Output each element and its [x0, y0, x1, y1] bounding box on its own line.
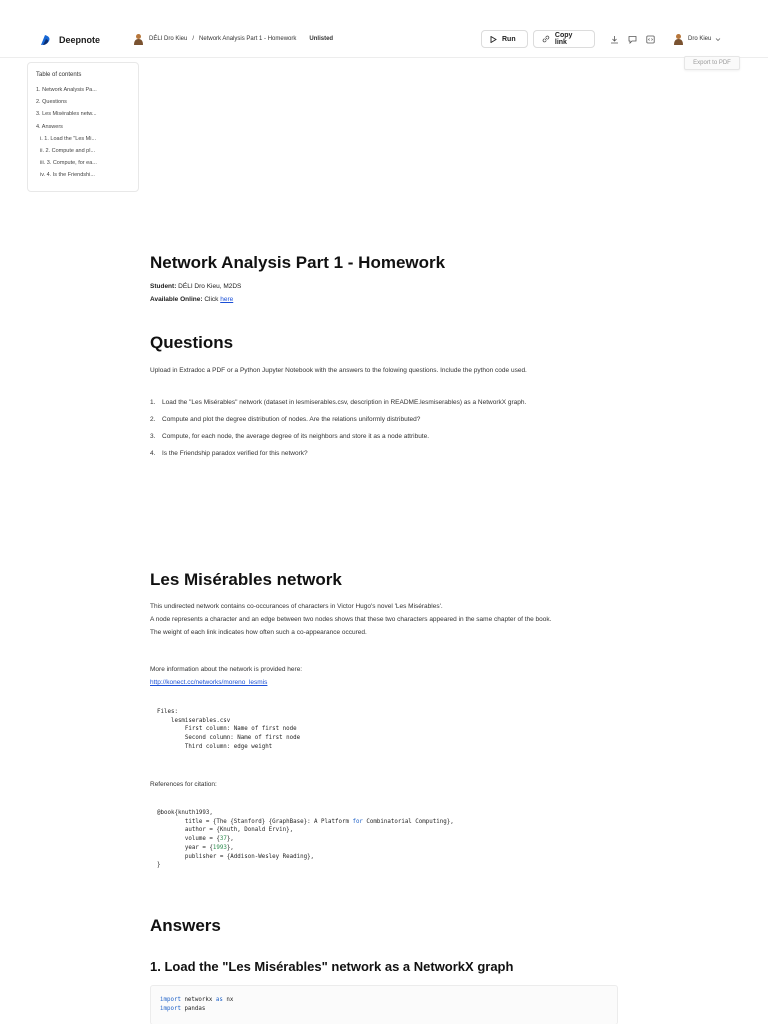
- run-button-label: Run: [502, 35, 516, 43]
- online-text: Click: [204, 296, 219, 303]
- toc-item-answer-2[interactable]: ii. 2. Compute and pl...: [40, 148, 96, 155]
- code-line: networkx: [180, 997, 216, 1003]
- list-item-number: 2.: [150, 416, 156, 423]
- breadcrumb-separator: /: [192, 36, 195, 42]
- code-line: nx: [222, 997, 234, 1003]
- list-item-text: Is the Friendship paradox verified for this network?: [162, 450, 308, 457]
- breadcrumb: [133, 33, 333, 45]
- student-line: [150, 283, 241, 290]
- list-item-number: 1.: [150, 399, 156, 406]
- code-keyword: for: [352, 818, 363, 825]
- embed-button[interactable]: [645, 34, 655, 44]
- files-code-block: [157, 708, 300, 752]
- copy-link-label: Copy link: [554, 32, 573, 46]
- comments-button[interactable]: [627, 34, 637, 44]
- download-button[interactable]: [609, 34, 619, 44]
- list-item: [150, 431, 620, 443]
- toc-title: Table of contents: [36, 72, 82, 78]
- code-keyword: import: [160, 1005, 181, 1012]
- network-heading: Les Misérables network: [150, 570, 342, 589]
- online-label: Available Online:: [150, 296, 203, 303]
- list-item-text: Compute, for each node, the average degree of its neighbors and store it as a node attribute.: [162, 433, 430, 440]
- questions-list: [150, 397, 620, 465]
- network-paragraph-3: The weight of each link indicates how often such a co-appearance occured.: [150, 629, 367, 636]
- code-number: 1993: [212, 844, 227, 851]
- answer-1-heading: 1. Load the "Les Misérables" network as a NetworkX graph: [150, 959, 514, 974]
- code-cell[interactable]: [150, 985, 618, 1024]
- code-line: Combinatorial Computing},: [362, 818, 454, 825]
- toc-item-network-analysis[interactable]: 1. Network Analysis Pa...: [36, 87, 97, 93]
- visibility-badge[interactable]: Unlisted: [309, 36, 334, 42]
- list-item: [150, 397, 620, 409]
- toc-item-les-miserables[interactable]: 3. Les Misérables netw...: [36, 111, 97, 118]
- user-avatar-icon: [673, 33, 684, 45]
- link-icon: [542, 35, 550, 43]
- code-line: @book{knuth1993,: [157, 810, 213, 816]
- code-line: }: [157, 862, 161, 869]
- toc-item-answers[interactable]: 4. Answers: [36, 123, 63, 130]
- student-value: DÉLI Dro Kieu, M2DS: [178, 283, 242, 290]
- code-number: 37: [219, 836, 227, 843]
- toc-item-answer-1[interactable]: i. 1. Load the "Les Mi...: [40, 135, 97, 142]
- list-item: [150, 414, 620, 426]
- code-line: title = {The {Stanford} {GraphBase}: A Platform: [157, 818, 353, 825]
- code-line: Third column: edge weight: [157, 743, 273, 750]
- breadcrumb-owner[interactable]: DÉLI Dro Kieu: [149, 36, 188, 42]
- code-line: volume = {: [157, 836, 220, 843]
- top-bar: [0, 0, 768, 58]
- questions-heading: Questions: [150, 333, 234, 352]
- more-info: [150, 663, 620, 689]
- embed-icon: [646, 35, 655, 44]
- references-label: References for citation:: [150, 781, 217, 788]
- list-item-number: 4.: [150, 450, 156, 457]
- code-line: year = {: [157, 844, 213, 851]
- code-line: author = {Knuth, Donald Ervin},: [157, 827, 294, 834]
- network-description: [150, 600, 620, 639]
- more-info-text: More information about the network is provided here:: [150, 666, 303, 673]
- code-keyword: import: [160, 997, 181, 1003]
- deepnote-logo-icon: [39, 33, 53, 47]
- code-cell-source[interactable]: [160, 996, 233, 1013]
- code-line: },: [226, 836, 234, 843]
- list-item: [150, 448, 620, 460]
- download-icon: [610, 35, 619, 44]
- list-item-number: 3.: [150, 433, 156, 440]
- user-avatar-icon: [133, 33, 144, 45]
- network-paragraph-2: A node represents a character and an edge between two nodes shows that these two characters appeared in the same chapter of the book.: [150, 616, 552, 623]
- code-line: Files:: [157, 709, 178, 715]
- code-line: },: [226, 844, 234, 851]
- comment-icon: [628, 35, 637, 44]
- list-item-text: Load the "Les Misérables" network (dataset in lesmiserables.csv, description in README.lesmiserables) as a NetworkX graph.: [162, 399, 527, 406]
- toc-item-answer-4[interactable]: iv. 4. Is the Friendshi...: [40, 172, 95, 179]
- user-menu[interactable]: [673, 33, 721, 45]
- play-icon: [490, 36, 497, 43]
- code-line: Second column: Name of first node: [157, 735, 301, 742]
- questions-intro: Upload in Extradoc a PDF or a Python Jupyter Notebook with the answers to the folowing questions. Include the python code used.: [150, 367, 527, 374]
- code-line: First column: Name of first node: [157, 726, 297, 733]
- network-paragraph-1: This undirected network contains co-occurances of characters in Victor Hugo's novel 'Les Misérables'.: [150, 603, 443, 610]
- chevron-down-icon: [715, 37, 721, 42]
- copy-link-button[interactable]: [533, 30, 595, 48]
- code-line: lesmiserables.csv: [157, 717, 231, 724]
- code-line: publisher = {Addison-Wesley Reading},: [157, 853, 315, 860]
- user-name: Dro Kieu: [688, 36, 712, 42]
- online-link[interactable]: here: [220, 296, 234, 303]
- deepnote-logo[interactable]: [39, 33, 100, 47]
- app-name: Deepnote: [59, 35, 101, 45]
- page-title: Network Analysis Part 1 - Homework: [150, 253, 446, 272]
- run-button[interactable]: [481, 30, 528, 48]
- table-of-contents: [27, 62, 139, 192]
- toc-item-questions[interactable]: 2. Questions: [36, 99, 67, 106]
- export-pdf-tooltip: Export to PDF: [684, 56, 740, 70]
- code-line: pandas: [180, 1005, 206, 1012]
- list-item-text: Compute and plot the degree distribution of nodes. Are the relations uniformly distributed?: [162, 416, 421, 423]
- more-info-link[interactable]: http://konect.cc/networks/moreno_lesmis: [150, 679, 268, 686]
- citation-code-block: [157, 809, 454, 870]
- answers-heading: Answers: [150, 916, 221, 935]
- breadcrumb-project[interactable]: Network Analysis Part 1 - Homework: [199, 36, 297, 42]
- student-label: Student:: [150, 283, 177, 290]
- available-online-line: [150, 296, 233, 303]
- code-keyword: as: [215, 997, 223, 1003]
- toc-item-answer-3[interactable]: iii. 3. Compute, for ea...: [40, 160, 97, 167]
